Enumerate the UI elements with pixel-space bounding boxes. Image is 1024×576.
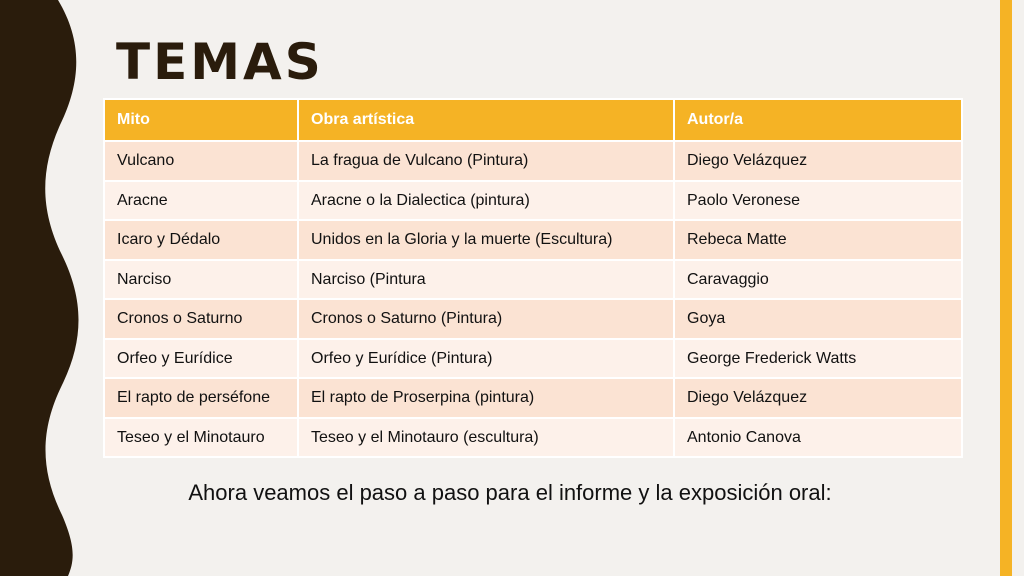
cell-obra: La fragua de Vulcano (Pintura) <box>298 141 674 181</box>
cell-obra: Narciso (Pintura <box>298 260 674 300</box>
cell-obra: Aracne o la Dialectica (pintura) <box>298 181 674 221</box>
cell-mito: Teseo y el Minotauro <box>104 418 298 458</box>
cell-mito: Cronos o Saturno <box>104 299 298 339</box>
cell-obra: Unidos en la Gloria y la muerte (Escultura) <box>298 220 674 260</box>
table-row <box>104 141 962 181</box>
cell-autor: George Frederick Watts <box>674 339 962 379</box>
cell-autor: Rebeca Matte <box>674 220 962 260</box>
table-row <box>104 418 962 458</box>
cell-obra: Orfeo y Eurídice (Pintura) <box>298 339 674 379</box>
slide-title: TEMAS <box>116 33 324 91</box>
cell-mito: Narciso <box>104 260 298 300</box>
cell-obra: El rapto de Proserpina (pintura) <box>298 378 674 418</box>
cell-autor: Paolo Veronese <box>674 181 962 221</box>
cell-obra: Teseo y el Minotauro (escultura) <box>298 418 674 458</box>
cell-obra: Cronos o Saturno (Pintura) <box>298 299 674 339</box>
table-row <box>104 260 962 300</box>
cell-mito: El rapto de perséfone <box>104 378 298 418</box>
header-autor: Autor/a <box>674 99 962 141</box>
cell-autor: Antonio Canova <box>674 418 962 458</box>
header-mito: Mito <box>104 99 298 141</box>
accent-bar <box>1000 0 1012 576</box>
cell-autor: Diego Velázquez <box>674 378 962 418</box>
table-row <box>104 299 962 339</box>
cell-autor: Goya <box>674 299 962 339</box>
cell-autor: Diego Velázquez <box>674 141 962 181</box>
cell-autor: Caravaggio <box>674 260 962 300</box>
cell-mito: Icaro y Dédalo <box>104 220 298 260</box>
footer-text: Ahora veamos el paso a paso para el informe y la exposición oral: <box>188 480 832 505</box>
cell-mito: Vulcano <box>104 141 298 181</box>
themes-table <box>103 98 963 458</box>
cell-mito: Aracne <box>104 181 298 221</box>
table-row <box>104 220 962 260</box>
table-row <box>104 339 962 379</box>
header-obra-artistica: Obra artística <box>298 99 674 141</box>
cell-mito: Orfeo y Eurídice <box>104 339 298 379</box>
table-row <box>104 378 962 418</box>
table-row <box>104 181 962 221</box>
table-header-row <box>104 99 962 141</box>
